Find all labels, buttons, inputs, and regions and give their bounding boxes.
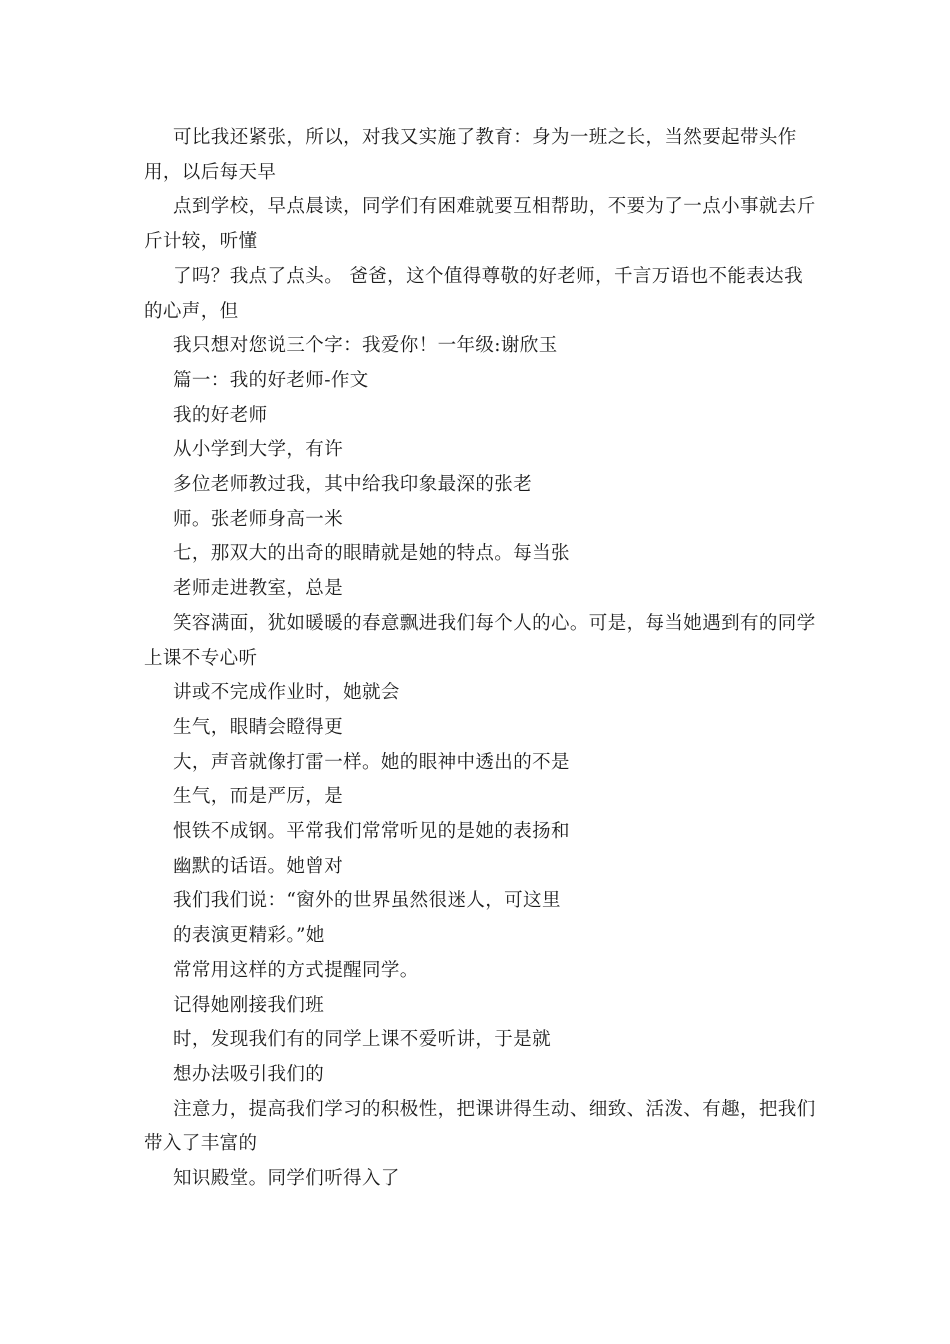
paragraph: 想办法吸引我们的	[173, 1063, 325, 1085]
paragraph: 我的好老师	[173, 404, 268, 426]
paragraph: 我们我们说：“窗外的世界虽然很迷人，可这里	[173, 890, 561, 912]
paragraph: 注意力，提高我们学习的积极性，把课讲得生动、细致、活泼、有趣，把我们带入了丰富的	[144, 1098, 816, 1155]
paragraph: 我只想对您说三个字：我爱你！一年级:谢欣玉	[173, 335, 558, 357]
paragraph: 恨铁不成钢。平常我们常常听见的是她的表扬和	[173, 821, 570, 843]
paragraph: 记得她刚接我们班	[173, 994, 325, 1016]
paragraph: 常常用这样的方式提醒同学。	[173, 959, 419, 981]
paragraph: 多位老师教过我，其中给我印象最深的张老	[173, 474, 533, 496]
paragraph: 可比我还紧张，所以，对我又实施了教育：身为一班之长，当然要起带头作用，以后每天早	[144, 127, 797, 183]
paragraph: 了吗？我点了点头。 爸爸，这个值得尊敬的好老师，千言万语也不能表达我的心声，但	[144, 265, 803, 322]
paragraph: 点到学校，早点晨读，同学们有困难就要互相帮助，不要为了一点小事就去斤斤计较，听懂	[144, 196, 816, 253]
paragraph: 生气，而是严厉，是	[173, 786, 344, 808]
paragraph: 从小学到大学，有许	[173, 439, 344, 461]
paragraph: 师。张老师身高一米	[173, 508, 344, 530]
paragraph: 大，声音就像打雷一样。她的眼神中透出的不是	[173, 751, 570, 773]
paragraph: 时，发现我们有的同学上课不爱听讲，于是就	[173, 1029, 552, 1051]
paragraph: 生气，眼睛会瞪得更	[173, 716, 344, 738]
paragraph: 篇一：我的好老师-作文	[173, 369, 369, 391]
paragraph: 幽默的话语。她曾对	[173, 855, 344, 877]
paragraph: 知识殿堂。同学们听得入了	[173, 1168, 400, 1190]
paragraph: 笑容满面，犹如暖暖的春意飘进我们每个人的心。可是，每当她遇到有的同学上课不专心听	[144, 612, 816, 669]
paragraph: 七，那双大的出奇的眼睛就是她的特点。每当张	[173, 543, 570, 565]
paragraph: 老师走进教室，总是	[173, 578, 344, 600]
paragraph: 讲或不完成作业时，她就会	[173, 682, 400, 704]
paragraph: 的表演更精彩。”她	[173, 925, 325, 947]
document-body	[144, 121, 816, 1197]
